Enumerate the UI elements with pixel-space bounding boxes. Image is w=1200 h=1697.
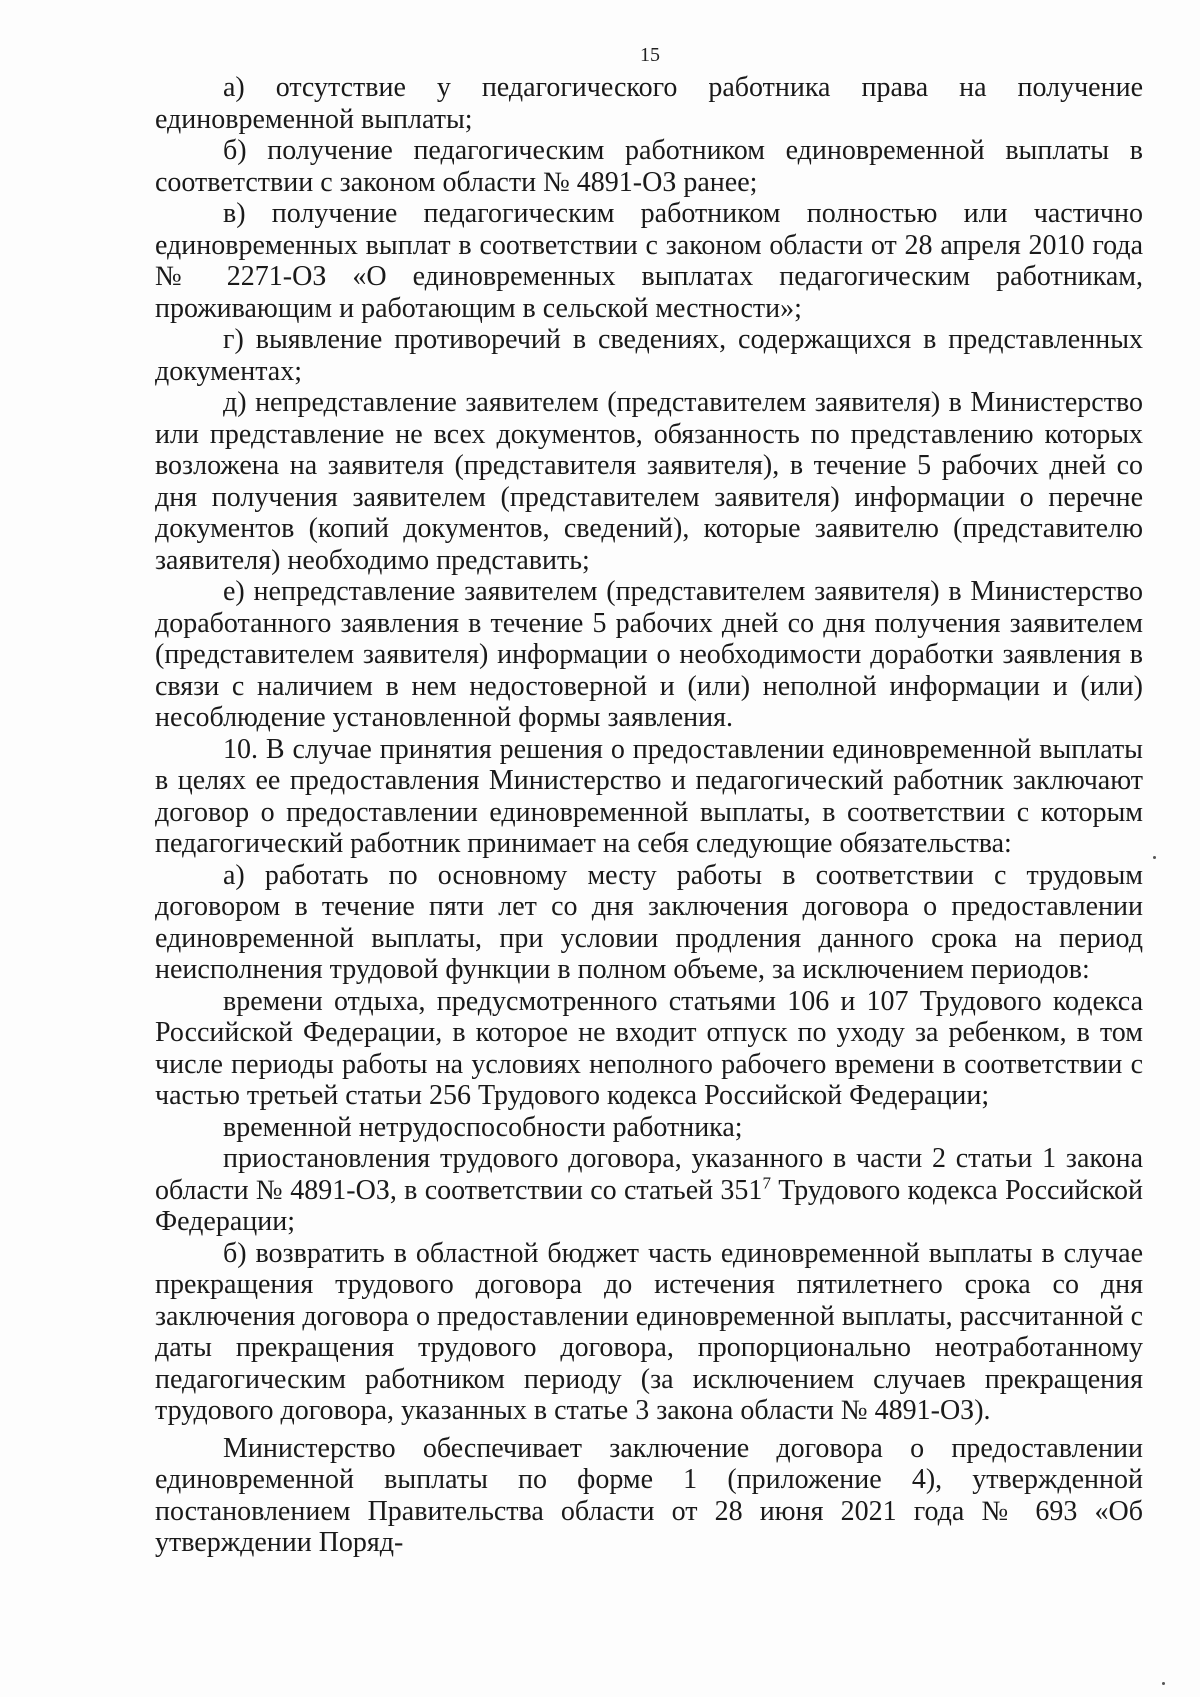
paragraph-b-prior-payment: б) получение педагогическим работником единовременной выплаты в соответствии с законом области № 4891-ОЗ ранее; bbox=[155, 135, 1143, 198]
period-disability: временной нетрудоспособности работника; bbox=[223, 1111, 743, 1143]
paragraph-e-application-not-revised: е) непредставление заявителем (представителем заявителя) в Министерство доработанного заявления в течение 5 рабочих дней со дня получения заявителем (представителем заявителя) информации о необходимости доработки заявления в связи с наличием в нем недостоверной и (или) неполной информации и (или) несоблюдение установленной формы заявления. bbox=[155, 576, 1143, 733]
document-body bbox=[155, 72, 1143, 1559]
paragraph-v-rural-payments: в) получение педагогическим работником полностью или частично единовременных выплат в соответствии с законом области от 28 апреля 2010 года № 2271-ОЗ «О единовременных выплатах педагогическим работникам, проживающим и работающим в сельской местности»; bbox=[155, 198, 1143, 324]
paragraph-a-no-right: а) отсутствие у педагогического работника права на получение единовременной выплаты; bbox=[155, 72, 1143, 135]
period-rest-time: времени отдыха, предусмотренного статьями 106 и 107 Трудового кодекса Российской Федерации, в которое не входит отпуск по уходу за ребенком, в том числе периоды работы на условиях неполного рабочего времени в соответствии с частью третьей статьи 256 Трудового кодекса Российской Федерации; bbox=[155, 985, 1143, 1111]
scan-mark bbox=[1153, 856, 1156, 859]
suspension-text: приостановления трудового договора, указанного в части 2 статьи 1 закона области № 4891-ОЗ, в соответствии со статьей 351 bbox=[155, 1143, 1143, 1206]
obligation-a-work: а) работать по основному месту работы в соответствии с трудовым договором в течение пяти лет со дня заключения договора о предоставлении единовременной выплаты, при условии продления данного срока на период неисполнения трудовой функции в полном объеме, за исключением периодов: bbox=[155, 859, 1143, 985]
period-suspension bbox=[155, 1143, 1143, 1238]
suspension-text-end: Трудового кодекса Российской Федерации; bbox=[155, 1174, 1144, 1237]
paragraph-d-documents-missing: д) непредставление заявителем (представителем заявителя) в Министерство или представление не всех документов, обязанность по представлению которых возложена на заявителя (представителя заявителя), в течение 5 рабочих дней со дня получения заявителем (представителем заявителя) информации о перечне документов (копий документов, сведений), которые заявителю (представителю заявителя) необходимо представить; bbox=[155, 387, 1143, 576]
article-superscript: 7 bbox=[762, 1173, 771, 1193]
paragraph-10-agreement: 10. В случае принятия решения о предоставлении единовременной выплаты в целях ее предоставления Министерство и педагогический работник заключают договор о предоставлении единовременной выплаты, в соответствии с которым педагогический работник принимает на себя следующие обязательства: bbox=[155, 733, 1143, 859]
scan-mark bbox=[1162, 1682, 1165, 1685]
page-number: 15 bbox=[640, 44, 660, 66]
ministry-agreement-paragraph: Министерство обеспечивает заключение договора о предоставлении единовременной выплаты по форме 1 (приложение 4), утвержденной постановлением Правительства области от 28 июня 2021 года № 693 «Об утверждении Поряд- bbox=[155, 1432, 1143, 1558]
obligation-b-refund: б) возвратить в областной бюджет часть единовременной выплаты в случае прекращения трудового договора до истечения пятилетнего срока со дня заключения договора о предоставлении единовременной выплаты, рассчитанной с даты прекращения трудового договора, пропорционально неотработанному педагогическим работником периоду (за исключением случаев прекращения трудового договора, указанных в статье 3 закона области № 4891-ОЗ). bbox=[155, 1237, 1143, 1426]
paragraph-g-contradictions: г) выявление противоречий в сведениях, содержащихся в представленных документах; bbox=[155, 324, 1143, 387]
